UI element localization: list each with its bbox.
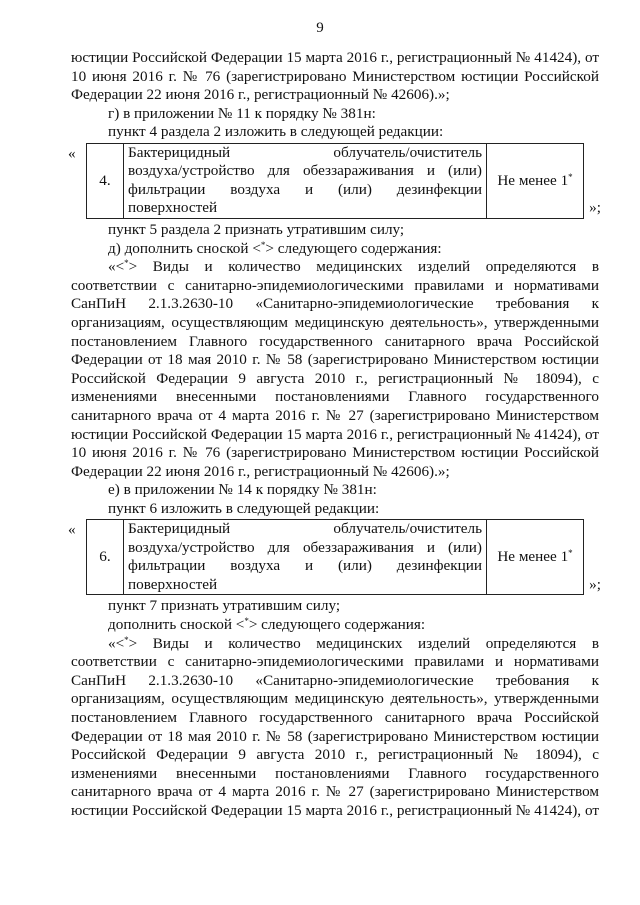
table-row [87,520,584,595]
text-fragment: дополнить сноской < [108,616,245,634]
footnote-star: * [260,239,266,250]
text-line: пункт 4 раздела 2 изложить в следующей редакции: [108,123,444,141]
footnote-line: соответствии с санитарно-эпидемиологическими правилами и нормативами [71,653,599,671]
footnote-line: санитарного врача от 4 марта 2016 г. № 27 (зарегистрировано Министерством [71,406,599,424]
footnote-text: Виды и количество медицинских изделий определяются в [152,258,599,276]
footnote-line: СанПиН 2.1.3.2630-10 «Санитарно-эпидемиологические требования к [71,671,599,689]
footnote-text: Виды и количество медицинских изделий определяются в [152,634,599,652]
description-line: Бактерицидный облучатель/очиститель [128,520,482,538]
footnote-line: юстиции Российской Федерации 15 марта 2016 г., регистрационный № 41424), от [71,802,599,819]
document-body [68,49,601,821]
amount-text: Не менее 1 [497,171,569,189]
description-line: воздуха/устройство для обеззараживания и (или) [128,162,482,180]
row-number: 4. [87,143,124,218]
footnote-line: соответствии с санитарно-эпидемиологическими правилами и нормативами [71,276,599,294]
description-line: Бактерицидный облучатель/очиститель [128,143,482,161]
row-amount [487,143,584,218]
text-line: г) в приложении № 11 к порядку № 381н: [108,104,376,122]
description-line: воздуха/устройство для обеззараживания и (или) [128,538,482,556]
description-line: поверхностей [128,575,218,593]
footnote-line: постановлением Главного государственного санитарного врача Российской [71,709,599,727]
description-line: фильтрации воздуха и (или) дезинфекции [128,180,482,198]
footnote-mark: «< [108,258,125,276]
footnote-line: изменениями внесенными постановлениями Главного государственного [71,388,599,406]
row-description [124,520,487,595]
text-line: пункт 7 признать утратившим силу; [108,597,341,615]
description-line: фильтрации воздуха и (или) дезинфекции [128,557,482,575]
text-line [71,616,599,635]
footnote-line: постановлением Главного государственного санитарного врача Российской [71,332,599,350]
footnote-line: СанПиН 2.1.3.2630-10 «Санитарно-эпидемиологические требования к [71,295,599,313]
row-amount [487,520,584,595]
footnote-star: * [124,634,129,645]
text-line: пункт 5 раздела 2 признать утратившим силу; [108,220,405,238]
text-line: Федерации 22 июня 2016 г., регистрационный № 42606).»; [71,86,450,104]
footnote-line: изменениями внесенными постановлениями Главного государственного [71,764,599,782]
text-fragment: д) дополнить сноской < [108,239,261,257]
quote-open: « [68,521,76,539]
quote-open: « [68,144,76,162]
footnote-line: организациям, осуществляющим медицинскую деятельность», утвержденными [71,313,599,331]
footnote-line [71,258,599,277]
row-number: 6. [87,520,124,595]
text-line: юстиции Российской Федерации 15 марта 2016 г., регистрационный № 41424), от [71,49,599,66]
footnote-line: 10 июня 2016 г. № 76 (зарегистрировано Министерством юстиции Российской [71,444,599,462]
text-line: 10 июня 2016 г. № 76 (зарегистрировано Министерством юстиции Российской [71,67,599,85]
footnote-star: * [124,258,129,269]
text-line: пункт 6 изложить в следующей редакции: [108,499,380,517]
row-description [124,143,487,218]
table-block-1 [68,143,601,219]
footnote-line: Российской Федерации 9 августа 2010 г., регистрационный № 18094), с [71,369,599,387]
equipment-table [86,143,584,219]
amount-text: Не менее 1 [497,548,569,566]
footnote-line: Федерации от 18 мая 2010 г. № 58 (зарегистрировано Министерством юстиции [71,727,599,745]
text-line [71,240,599,259]
page-number: 9 [316,20,324,36]
quote-close: »; [589,199,601,217]
footnote-star: * [244,616,249,627]
footnote-star: * [568,171,573,182]
footnote-line: организациям, осуществляющим медицинскую деятельность», утвержденными [71,690,599,708]
equipment-table [86,519,584,595]
footnote-mark: «< [108,634,125,652]
footnote-mark: > [128,634,138,652]
table-block-2 [68,519,601,595]
text-line: е) в приложении № 14 к порядку № 381н: [108,481,377,499]
footnote-line [71,635,599,654]
footnote-line: юстиции Российской Федерации 15 марта 2016 г., регистрационный № 41424), от [71,425,599,443]
footnote-star: * [568,548,573,559]
footnote-line: Федерации 22 июня 2016 г., регистрационный № 42606).»; [71,462,450,480]
footnote-line: Федерации от 18 мая 2010 г. № 58 (зарегистрировано Министерством юстиции [71,351,599,369]
footnote-mark: > [128,258,138,276]
text-fragment: > следующего содержания: [248,616,426,634]
table-row [87,143,584,218]
text-fragment: > следующего содержания: [265,239,442,257]
quote-close: »; [589,575,601,593]
description-line: поверхностей [128,199,218,217]
footnote-line: Российской Федерации 9 августа 2010 г., регистрационный № 18094), с [71,746,599,764]
footnote-line: санитарного врача от 4 марта 2016 г. № 27 (зарегистрировано Министерством [71,783,599,801]
